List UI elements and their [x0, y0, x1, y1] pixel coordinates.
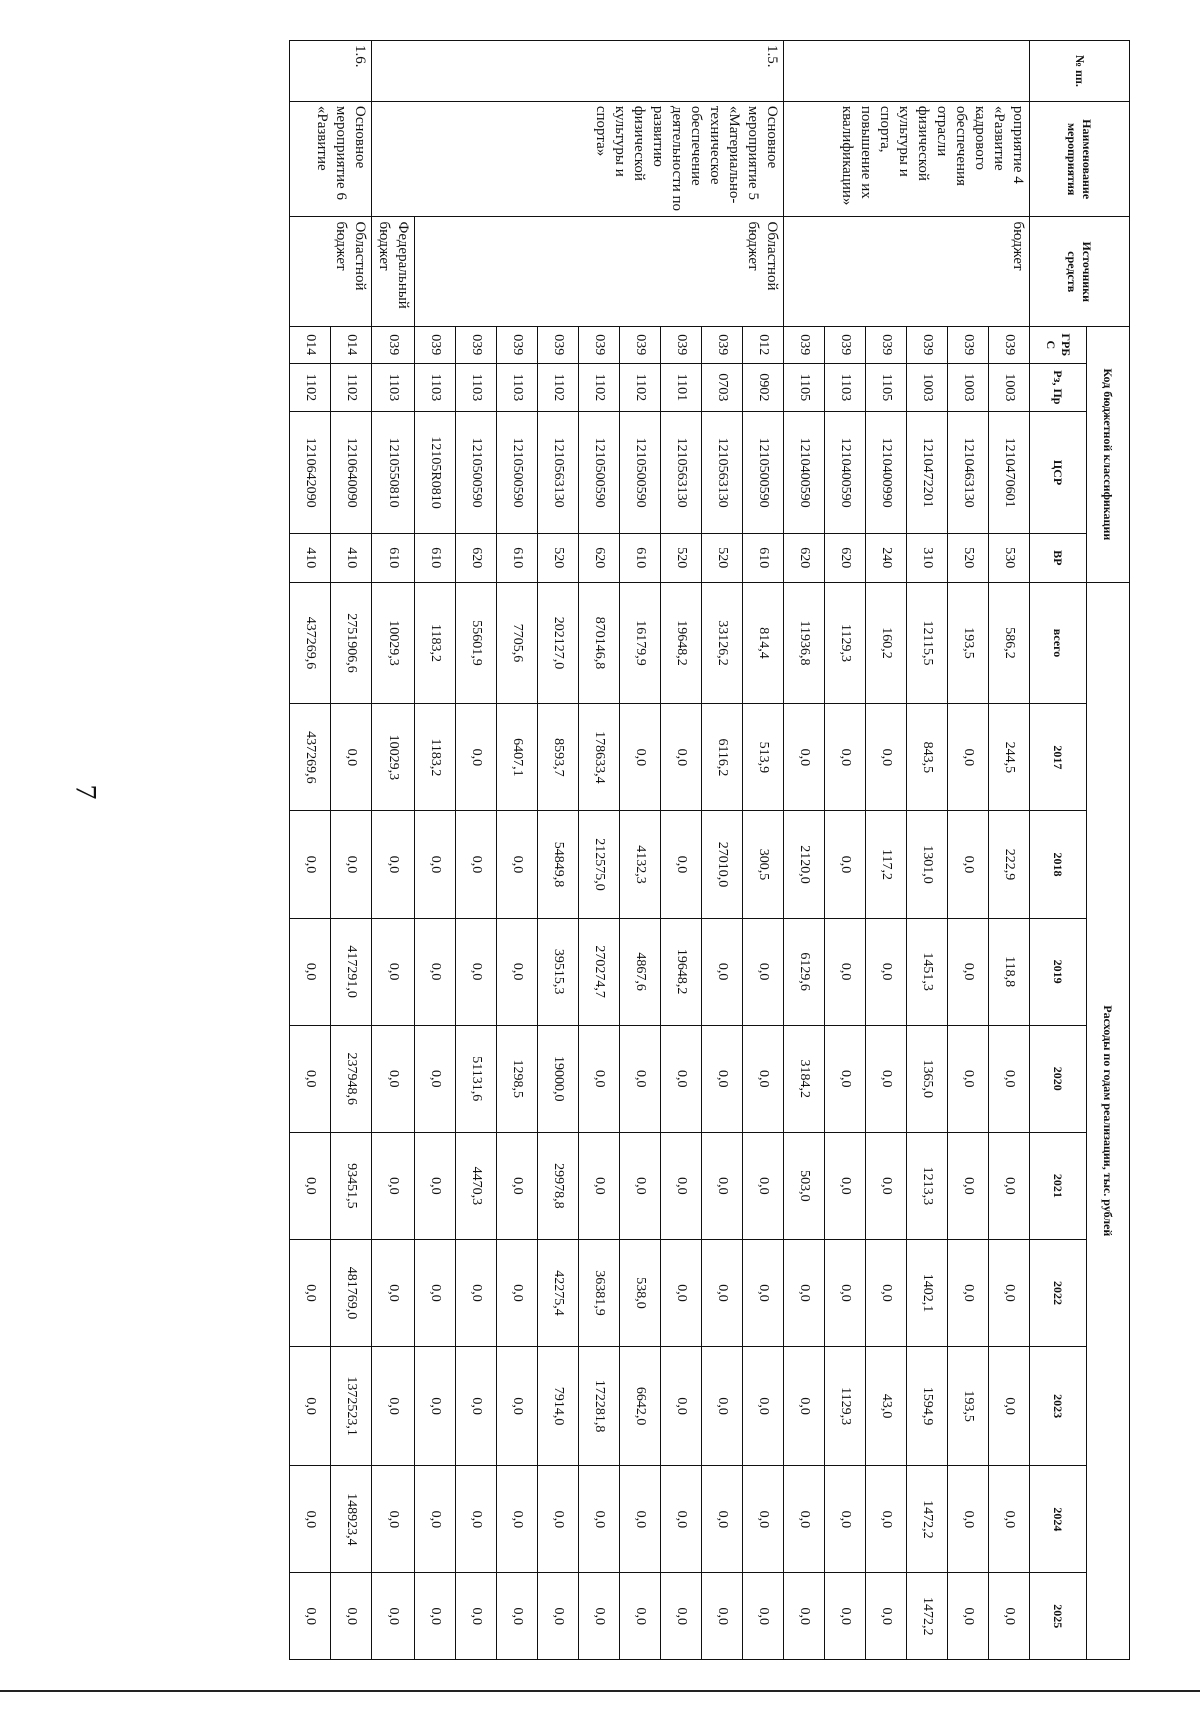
code-cell: 039: [538, 327, 579, 364]
code-cell: 039: [989, 327, 1030, 364]
code-cell: 610: [497, 533, 538, 582]
table-row: [372, 41, 415, 1660]
amount-cell: 0,0: [372, 811, 415, 918]
amount-cell: 6642,0: [620, 1347, 661, 1466]
amount-cell: 0,0: [456, 704, 497, 811]
amount-cell: 4867,6: [620, 918, 661, 1025]
header-year-col: 2019: [1030, 918, 1087, 1025]
header-year-col: 2017: [1030, 704, 1087, 811]
amount-cell: 0,0: [372, 1466, 415, 1573]
code-cell: 1210563130: [538, 412, 579, 534]
amount-cell: 0,0: [290, 811, 331, 918]
header-year-col: 2023: [1030, 1347, 1087, 1466]
amount-cell: 16179,9: [620, 582, 661, 704]
code-cell: 1105: [784, 363, 825, 412]
code-cell: 520: [661, 533, 702, 582]
amount-cell: 1402,1: [907, 1239, 948, 1346]
code-cell: 1101: [661, 363, 702, 412]
amount-cell: 1594,9: [907, 1347, 948, 1466]
amount-cell: 0,0: [620, 1466, 661, 1573]
amount-cell: 0,0: [825, 918, 866, 1025]
amount-cell: 3184,2: [784, 1025, 825, 1132]
table-row: [989, 41, 1030, 1660]
amount-cell: 0,0: [989, 1347, 1030, 1466]
code-cell: 410: [290, 533, 331, 582]
code-cell: 1210463130: [948, 412, 989, 534]
code-cell: 1102: [620, 363, 661, 412]
amount-cell: 7914,0: [538, 1347, 579, 1466]
amount-cell: 1472,2: [907, 1573, 948, 1660]
amount-cell: 1129,3: [825, 582, 866, 704]
code-cell: 1003: [907, 363, 948, 412]
amount-cell: 8593,7: [538, 704, 579, 811]
amount-cell: 0,0: [620, 1025, 661, 1132]
amount-cell: 0,0: [661, 811, 702, 918]
code-cell: 039: [784, 327, 825, 364]
amount-cell: 1298,5: [497, 1025, 538, 1132]
code-cell: 520: [702, 533, 743, 582]
header-year-col: 2021: [1030, 1132, 1087, 1239]
header-year-col: 2020: [1030, 1025, 1087, 1132]
code-cell: 039: [661, 327, 702, 364]
amount-cell: 0,0: [989, 1466, 1030, 1573]
amount-cell: 0,0: [372, 918, 415, 1025]
code-cell: 520: [948, 533, 989, 582]
amount-cell: 513,9: [743, 704, 784, 811]
code-cell: 0703: [702, 363, 743, 412]
amount-cell: 0,0: [743, 1025, 784, 1132]
amount-cell: 0,0: [989, 1239, 1030, 1346]
amount-cell: 0,0: [989, 1025, 1030, 1132]
code-cell: 1103: [456, 363, 497, 412]
amount-cell: 0,0: [948, 811, 989, 918]
code-cell: 530: [989, 533, 1030, 582]
amount-cell: 193,5: [948, 1347, 989, 1466]
code-cell: 0902: [743, 363, 784, 412]
amount-cell: 0,0: [661, 1573, 702, 1660]
amount-cell: 0,0: [415, 1466, 456, 1573]
amount-cell: 12115,5: [907, 582, 948, 704]
rotated-page-content: [172, 40, 1130, 1660]
amount-cell: 7705,6: [497, 582, 538, 704]
amount-cell: 19648,2: [661, 918, 702, 1025]
code-cell: 1210563130: [661, 412, 702, 534]
row-number: 1.5.: [372, 41, 784, 102]
amount-cell: 0,0: [415, 1347, 456, 1466]
code-cell: 014: [290, 327, 331, 364]
amount-cell: 4470,3: [456, 1132, 497, 1239]
header-code-group: Код бюджетной классификации: [1087, 327, 1130, 583]
header-year-col: всего: [1030, 582, 1087, 704]
amount-cell: 270274,7: [579, 918, 620, 1025]
amount-cell: 503,0: [784, 1132, 825, 1239]
code-cell: 039: [907, 327, 948, 364]
amount-cell: 19648,2: [661, 582, 702, 704]
amount-cell: 0,0: [372, 1573, 415, 1660]
code-cell: 520: [538, 533, 579, 582]
code-cell: 410: [331, 533, 372, 582]
code-cell: 1210500590: [743, 412, 784, 534]
amount-cell: 0,0: [825, 1573, 866, 1660]
amount-cell: 0,0: [948, 1132, 989, 1239]
code-cell: 12105R0810: [415, 412, 456, 534]
funding-source: бюджет: [784, 217, 1030, 327]
amount-cell: 0,0: [456, 918, 497, 1025]
amount-cell: 0,0: [415, 1239, 456, 1346]
amount-cell: 1472,2: [907, 1466, 948, 1573]
amount-cell: 0,0: [415, 1573, 456, 1660]
amount-cell: 117,2: [866, 811, 907, 918]
amount-cell: 0,0: [661, 704, 702, 811]
amount-cell: 1129,3: [825, 1347, 866, 1466]
amount-cell: 118,8: [989, 918, 1030, 1025]
code-cell: 014: [331, 327, 372, 364]
measure-name: Основное мероприятие 5 «Материально-техническое обеспечение деятельности по развитию физической культуры и спорта»: [372, 101, 784, 217]
amount-cell: 0,0: [661, 1239, 702, 1346]
row-number: [784, 41, 1030, 102]
amount-cell: 1365,0: [907, 1025, 948, 1132]
measure-name: роприятие 4 «Развитие кадрового обеспечения отрасли физической культуры и спорта, повышение их квалификации»: [784, 101, 1030, 217]
amount-cell: 11936,8: [784, 582, 825, 704]
row-number: 1.6.: [290, 41, 372, 102]
code-cell: 1210500590: [456, 412, 497, 534]
amount-cell: 0,0: [415, 1132, 456, 1239]
amount-cell: 1372523,1: [331, 1347, 372, 1466]
amount-cell: 0,0: [784, 704, 825, 811]
code-cell: 039: [866, 327, 907, 364]
code-cell: 610: [372, 533, 415, 582]
amount-cell: 0,0: [989, 1132, 1030, 1239]
code-cell: 1210563130: [702, 412, 743, 534]
code-cell: 039: [620, 327, 661, 364]
code-cell: 039: [948, 327, 989, 364]
amount-cell: 0,0: [456, 1573, 497, 1660]
code-cell: 1210400990: [866, 412, 907, 534]
amount-cell: 0,0: [784, 1239, 825, 1346]
amount-cell: 0,0: [784, 1466, 825, 1573]
amount-cell: 0,0: [743, 918, 784, 1025]
amount-cell: 814,4: [743, 582, 784, 704]
amount-cell: 55601,9: [456, 582, 497, 704]
amount-cell: 43,0: [866, 1347, 907, 1466]
amount-cell: 51131,6: [456, 1025, 497, 1132]
amount-cell: 0,0: [372, 1132, 415, 1239]
amount-cell: 0,0: [620, 1132, 661, 1239]
amount-cell: 0,0: [579, 1025, 620, 1132]
code-cell: 039: [825, 327, 866, 364]
amount-cell: 0,0: [866, 918, 907, 1025]
amount-cell: 0,0: [456, 1466, 497, 1573]
code-cell: 1103: [825, 363, 866, 412]
code-cell: 1210470601: [989, 412, 1030, 534]
code-cell: 620: [456, 533, 497, 582]
code-cell: 1210642090: [290, 412, 331, 534]
amount-cell: 0,0: [702, 1132, 743, 1239]
amount-cell: 0,0: [456, 1239, 497, 1346]
amount-cell: 212575,0: [579, 811, 620, 918]
amount-cell: 0,0: [866, 1132, 907, 1239]
code-cell: 610: [415, 533, 456, 582]
amount-cell: 0,0: [538, 1573, 579, 1660]
amount-cell: 1213,3: [907, 1132, 948, 1239]
amount-cell: 0,0: [415, 1025, 456, 1132]
amount-cell: 0,0: [290, 1347, 331, 1466]
amount-cell: 0,0: [456, 811, 497, 918]
amount-cell: 6116,2: [702, 704, 743, 811]
code-cell: 039: [579, 327, 620, 364]
table-row: [743, 41, 784, 1660]
amount-cell: 0,0: [866, 704, 907, 811]
amount-cell: 10029,3: [372, 704, 415, 811]
amount-cell: 0,0: [784, 1347, 825, 1466]
header-year-col: 2022: [1030, 1239, 1087, 1346]
amount-cell: 0,0: [290, 918, 331, 1025]
code-cell: 039: [415, 327, 456, 364]
amount-cell: 39515,3: [538, 918, 579, 1025]
amount-cell: 0,0: [497, 1132, 538, 1239]
amount-cell: 0,0: [372, 1239, 415, 1346]
code-cell: 039: [497, 327, 538, 364]
amount-cell: 0,0: [372, 1025, 415, 1132]
amount-cell: 0,0: [989, 1573, 1030, 1660]
code-cell: 610: [743, 533, 784, 582]
amount-cell: 0,0: [948, 918, 989, 1025]
amount-cell: 0,0: [948, 1466, 989, 1573]
amount-cell: 193,5: [948, 582, 989, 704]
amount-cell: 0,0: [331, 1573, 372, 1660]
amount-cell: 0,0: [579, 1466, 620, 1573]
amount-cell: 19000,0: [538, 1025, 579, 1132]
amount-cell: 0,0: [702, 1466, 743, 1573]
amount-cell: 1183,2: [415, 704, 456, 811]
amount-cell: 0,0: [497, 1347, 538, 1466]
amount-cell: 0,0: [866, 1239, 907, 1346]
amount-cell: 0,0: [290, 1025, 331, 1132]
table-row: [331, 41, 372, 1660]
table-body: [290, 41, 1030, 1660]
amount-cell: 54849,8: [538, 811, 579, 918]
amount-cell: 0,0: [290, 1466, 331, 1573]
amount-cell: 10029,3: [372, 582, 415, 704]
amount-cell: 178633,4: [579, 704, 620, 811]
amount-cell: 0,0: [948, 1025, 989, 1132]
header-name: Наименование мероприятия: [1030, 101, 1130, 217]
amount-cell: 0,0: [866, 1025, 907, 1132]
code-cell: 240: [866, 533, 907, 582]
amount-cell: 0,0: [702, 1347, 743, 1466]
amount-cell: 0,0: [497, 1239, 538, 1346]
amount-cell: 0,0: [331, 704, 372, 811]
amount-cell: 0,0: [579, 1132, 620, 1239]
header-source: Источники средств: [1030, 217, 1130, 327]
code-cell: 1102: [290, 363, 331, 412]
amount-cell: 0,0: [784, 1573, 825, 1660]
code-cell: 310: [907, 533, 948, 582]
code-cell: 1103: [415, 363, 456, 412]
code-cell: 1210640090: [331, 412, 372, 534]
amount-cell: 0,0: [661, 1132, 702, 1239]
code-cell: 039: [456, 327, 497, 364]
amount-cell: 202127,0: [538, 582, 579, 704]
amount-cell: 0,0: [290, 1573, 331, 1660]
page-number: 7: [69, 784, 103, 800]
code-cell: 1102: [331, 363, 372, 412]
funding-source: Федеральный бюджет: [372, 217, 415, 327]
amount-cell: 0,0: [825, 1239, 866, 1346]
amount-cell: 244,5: [989, 704, 1030, 811]
code-cell: 620: [579, 533, 620, 582]
amount-cell: 2751906,6: [331, 582, 372, 704]
amount-cell: 0,0: [743, 1573, 784, 1660]
code-cell: 1003: [948, 363, 989, 412]
amount-cell: 36381,9: [579, 1239, 620, 1346]
amount-cell: 1451,3: [907, 918, 948, 1025]
code-cell: 012: [743, 327, 784, 364]
amount-cell: 0,0: [702, 1239, 743, 1346]
amount-cell: 1183,2: [415, 582, 456, 704]
amount-cell: 0,0: [456, 1347, 497, 1466]
header-spend-group: Расходы по годам реализации, тыс. рублей: [1087, 582, 1130, 1659]
code-cell: 1210472201: [907, 412, 948, 534]
amount-cell: 586,2: [989, 582, 1030, 704]
amount-cell: 4132,3: [620, 811, 661, 918]
amount-cell: 0,0: [290, 1239, 331, 1346]
header-code-col: ВР: [1030, 533, 1087, 582]
header-num: № пп.: [1030, 41, 1130, 102]
code-cell: 039: [372, 327, 415, 364]
amount-cell: 0,0: [743, 1347, 784, 1466]
amount-cell: 0,0: [825, 811, 866, 918]
amount-cell: 0,0: [702, 1573, 743, 1660]
amount-cell: 0,0: [415, 811, 456, 918]
header-row-1: [1087, 41, 1130, 1660]
code-cell: 620: [825, 533, 866, 582]
amount-cell: 0,0: [825, 704, 866, 811]
amount-cell: 6407,1: [497, 704, 538, 811]
amount-cell: 437269,6: [290, 582, 331, 704]
code-cell: 1210550810: [372, 412, 415, 534]
code-cell: 1210500590: [579, 412, 620, 534]
amount-cell: 0,0: [743, 1466, 784, 1573]
code-cell: 620: [784, 533, 825, 582]
code-cell: 1105: [866, 363, 907, 412]
code-cell: 1103: [372, 363, 415, 412]
amount-cell: 0,0: [497, 1573, 538, 1660]
code-cell: 1210400590: [825, 412, 866, 534]
amount-cell: 481769,0: [331, 1239, 372, 1346]
amount-cell: 0,0: [702, 918, 743, 1025]
budget-table: [289, 40, 1130, 1660]
amount-cell: 0,0: [620, 1573, 661, 1660]
amount-cell: 33126,2: [702, 582, 743, 704]
amount-cell: 0,0: [415, 918, 456, 1025]
code-cell: 1102: [579, 363, 620, 412]
amount-cell: 237948,6: [331, 1025, 372, 1132]
amount-cell: 42275,4: [538, 1239, 579, 1346]
amount-cell: 160,2: [866, 582, 907, 704]
code-cell: 1003: [989, 363, 1030, 412]
header-code-col: ГРБ С: [1030, 327, 1087, 364]
amount-cell: 1301,0: [907, 811, 948, 918]
amount-cell: 148923,4: [331, 1466, 372, 1573]
amount-cell: 0,0: [702, 1025, 743, 1132]
amount-cell: 0,0: [661, 1025, 702, 1132]
amount-cell: 222,9: [989, 811, 1030, 918]
header-code-col: Рз, Пр: [1030, 363, 1087, 412]
code-cell: 1210500590: [620, 412, 661, 534]
amount-cell: 0,0: [948, 1573, 989, 1660]
header-year-col: 2018: [1030, 811, 1087, 918]
amount-cell: 29978,8: [538, 1132, 579, 1239]
amount-cell: 538,0: [620, 1239, 661, 1346]
amount-cell: 0,0: [497, 1466, 538, 1573]
amount-cell: 0,0: [866, 1466, 907, 1573]
amount-cell: 417291,0: [331, 918, 372, 1025]
amount-cell: 0,0: [620, 704, 661, 811]
funding-source: Областной бюджет: [415, 217, 784, 327]
amount-cell: 300,5: [743, 811, 784, 918]
amount-cell: 0,0: [372, 1347, 415, 1466]
amount-cell: 0,0: [825, 1466, 866, 1573]
code-cell: 610: [620, 533, 661, 582]
header-code-col: ЦСР: [1030, 412, 1087, 534]
amount-cell: 0,0: [825, 1025, 866, 1132]
amount-cell: 843,5: [907, 704, 948, 811]
amount-cell: 0,0: [290, 1132, 331, 1239]
measure-name: Основное мероприятие 6 «Развитие: [290, 101, 372, 217]
code-cell: 039: [702, 327, 743, 364]
amount-cell: 0,0: [661, 1466, 702, 1573]
amount-cell: 0,0: [948, 1239, 989, 1346]
code-cell: 1103: [497, 363, 538, 412]
amount-cell: 0,0: [538, 1466, 579, 1573]
amount-cell: 93451,5: [331, 1132, 372, 1239]
amount-cell: 0,0: [866, 1573, 907, 1660]
header-year-col: 2024: [1030, 1466, 1087, 1573]
header-year-col: 2025: [1030, 1573, 1087, 1660]
amount-cell: 0,0: [331, 811, 372, 918]
amount-cell: 2120,0: [784, 811, 825, 918]
code-cell: 1210500590: [497, 412, 538, 534]
amount-cell: 0,0: [661, 1347, 702, 1466]
amount-cell: 6129,6: [784, 918, 825, 1025]
amount-cell: 0,0: [743, 1239, 784, 1346]
amount-cell: 172281,8: [579, 1347, 620, 1466]
amount-cell: 0,0: [579, 1573, 620, 1660]
scan-edge-line: [0, 1690, 1200, 1692]
amount-cell: 870146,8: [579, 582, 620, 704]
amount-cell: 27010,0: [702, 811, 743, 918]
amount-cell: 0,0: [825, 1132, 866, 1239]
code-cell: 1210400590: [784, 412, 825, 534]
amount-cell: 0,0: [497, 811, 538, 918]
funding-source: Областной бюджет: [290, 217, 372, 327]
amount-cell: 0,0: [743, 1132, 784, 1239]
code-cell: 1102: [538, 363, 579, 412]
amount-cell: 437269,6: [290, 704, 331, 811]
amount-cell: 0,0: [497, 918, 538, 1025]
amount-cell: 0,0: [948, 704, 989, 811]
